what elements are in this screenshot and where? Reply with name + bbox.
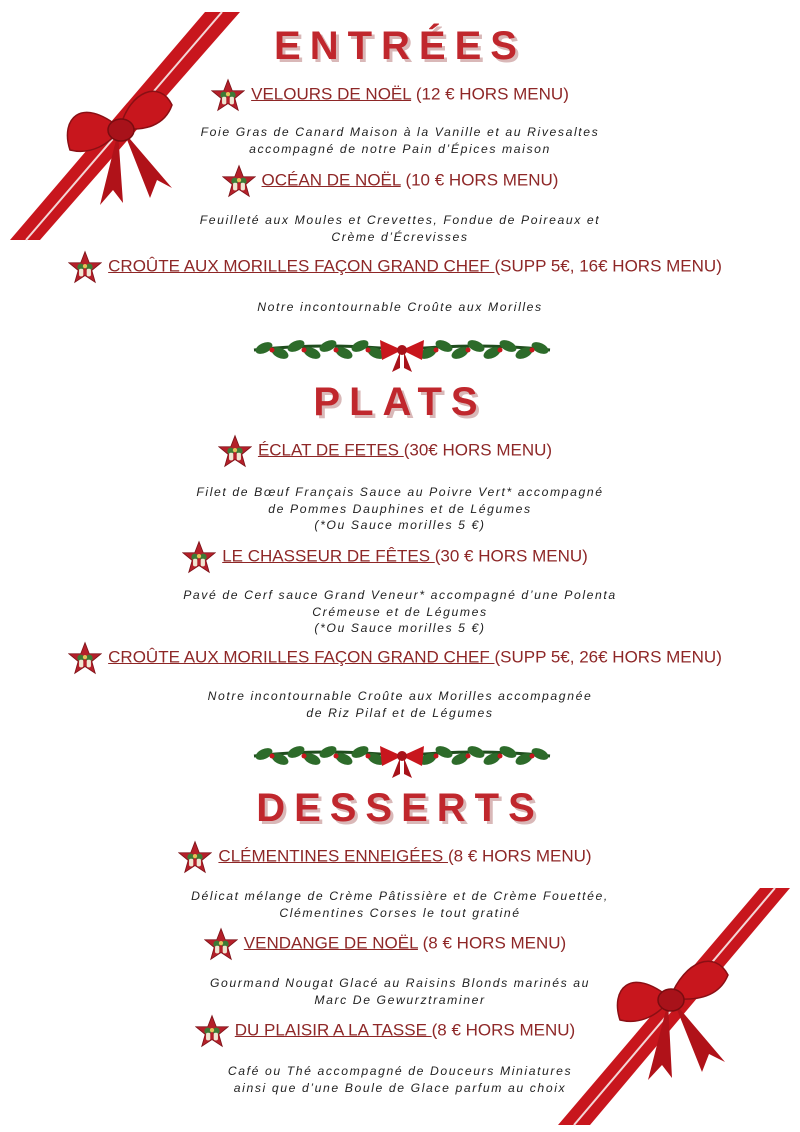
star-ornament-icon [68,641,102,675]
star-ornament-icon [218,434,252,468]
menu-item-title: VELOURS DE NOËL (12 € HORS MENU) [0,78,790,112]
menu-item-title: LE CHASSEUR DE FÊTES (30 € HORS MENU) [0,540,785,574]
menu-item-title: CLÉMENTINES ENNEIGÉES (8 € HORS MENU) [0,840,785,874]
menu-item-description: Café ou Thé accompagné de Douceurs Miniatures ainsi que d’une Boule de Glace parfum au choix [227,1064,573,1095]
star-ornament-icon [195,1014,229,1048]
menu-item-title: OCÉAN DE NOËL (10 € HORS MENU) [0,164,790,198]
menu-item-description: Délicat mélange de Crème Pâtissière et de Crème Fouettée, Clémentines Corses le tout gratiné [191,889,609,920]
menu-item-description: Foie Gras de Canard Maison à la Vanille et au Rivesaltes accompagné de notre Pain d’Épices maison [200,125,600,156]
menu-item-title: ÉCLAT DE FETES (30€ HORS MENU) [0,434,785,468]
menu-item-title: DU PLAISIR A LA TASSE (8 € HORS MENU) [0,1014,785,1048]
star-ornament-icon [182,540,216,574]
menu-item-description: Filet de Bœuf Français Sauce au Poivre Vert* accompagné de Pommes Dauphines et de Légumes (*Ou Sauce morilles 5 €) [196,485,604,532]
menu-item-description: Notre incontournable Croûte aux Morilles accompagnée de Riz Pilaf et de Légumes [207,689,593,720]
section-title-entrees: ENTRÉES [274,24,526,68]
star-ornament-icon [68,250,102,284]
section-title-desserts: DESSERTS [256,786,544,830]
holly-garland-icon [250,738,554,780]
menu-item-description: Gourmand Nougat Glacé au Raisins Blonds marinés au Marc De Gewurztraminer [209,976,591,1007]
menu-item-title: CROÛTE AUX MORILLES FAÇON GRAND CHEF (SUPP 5€, 16€ HORS MENU) [0,250,795,284]
star-ornament-icon [222,164,256,198]
star-ornament-icon [178,840,212,874]
menu-item-description: Notre incontournable Croûte aux Morilles [257,300,543,314]
holly-garland-icon [250,332,554,374]
section-title-plats: PLATS [313,380,487,424]
menu-item-title: CROÛTE AUX MORILLES FAÇON GRAND CHEF (SUPP 5€, 26€ HORS MENU) [0,641,795,675]
star-ornament-icon [204,927,238,961]
menu-item-description: Pavé de Cerf sauce Grand Veneur* accompagné d’une Polenta Crémeuse et de Légumes (*Ou Sauce morilles 5 €) [183,588,617,635]
star-ornament-icon [211,78,245,112]
menu-item-title: VENDANGE DE NOËL (8 € HORS MENU) [0,927,785,961]
menu-item-description: Feuilleté aux Moules et Crevettes, Fondue de Poireaux et Crème d’Écrevisses [199,213,601,244]
